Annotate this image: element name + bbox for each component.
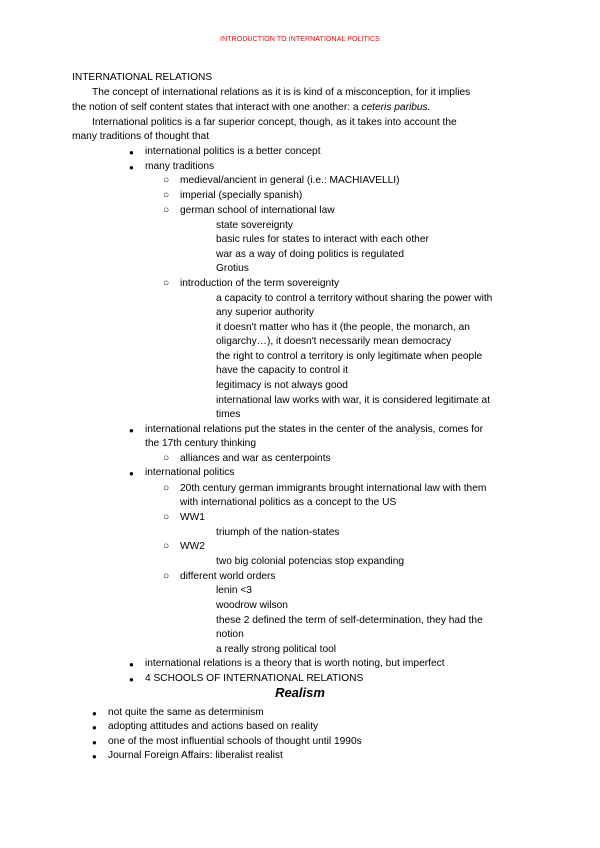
list-item: triumph of the nation-states [216,527,340,538]
list-item: times [216,409,241,420]
list-item: two big colonial potencias stop expanding [216,556,405,567]
page-header: INTRODUCTION TO INTERNATIONAL POLITICS [220,36,380,43]
list-item: a really strong political tool [216,644,337,655]
sub-bullet-icon: ○ [163,453,170,464]
list-item: medieval/ancient in general (i.e.: MACHIAVELLI) [180,175,400,186]
list-item: war as a way of doing politics is regulated [216,249,405,260]
bullet-icon: ● [129,163,134,172]
bullet-icon: ● [92,738,97,747]
list-item: international law works with war, it is considered legitimate at [216,395,491,406]
list-item: introduction of the term sovereignty [180,278,340,289]
list-item: adopting attitudes and actions based on reality [108,721,319,732]
sub-bullet-icon: ○ [163,571,170,582]
sub-bullet-icon: ○ [163,278,170,289]
list-item: 4 SCHOOLS OF INTERNATIONAL RELATIONS [145,673,364,684]
intro-paragraph-1-line-2 [72,101,431,115]
list-item: it doesn't matter who has it (the people, the monarch, an [216,322,470,333]
list-item: the 17th century thinking [145,438,257,449]
sub-bullet-icon: ○ [163,190,170,201]
list-item: WW1 [180,512,205,523]
list-item: Journal Foreign Affairs: liberalist realist [108,750,283,761]
list-item: any superior authority [216,307,314,318]
list-item: international politics is a better concept [145,146,321,157]
bullet-icon: ● [129,469,134,478]
list-item: different world orders [180,571,276,582]
list-item: a capacity to control a territory without sharing the power with [216,293,493,304]
list-item: one of the most influential schools of thought until 1990s [108,736,362,747]
bullet-icon: ● [129,660,134,669]
list-item: 20th century german immigrants brought international law with them [180,483,487,494]
section-title-realism: Realism [275,685,325,700]
list-item: woodrow wilson [216,600,288,611]
list-item: these 2 defined the term of self-determination, they had the [216,615,483,626]
intro-paragraph-2-line-1: International politics is a far superior concept, though, as it takes into account the [92,117,457,128]
sub-bullet-icon: ○ [163,512,170,523]
list-item: many traditions [145,161,215,172]
intro-text: the notion of self content states that interact with one another: a [72,102,362,113]
bullet-icon: ● [129,675,134,684]
list-item: german school of international law [180,205,335,216]
intro-paragraph-1-line-1: The concept of international relations as it is is kind of a misconception, for it implies [92,87,471,98]
bullet-icon: ● [92,723,97,732]
intro-paragraph-2-line-2: many traditions of thought that [72,131,210,142]
list-item: Grotius [216,263,249,274]
sub-bullet-icon: ○ [163,483,170,494]
section-heading: INTERNATIONAL RELATIONS [72,72,213,83]
bullet-icon: ● [129,148,134,157]
list-item: lenin <3 [216,585,252,596]
list-item: oligarchy…), it doesn't necessarily mean democracy [216,336,452,347]
bullet-icon: ● [129,426,134,435]
list-item: with international politics as a concept to the US [180,497,397,508]
list-item: the right to control a territory is only legitimate when people [216,351,483,362]
list-item: have the capacity to control it [216,365,348,376]
list-item: alliances and war as centerpoints [180,453,331,464]
list-item: international relations put the states in the center of the analysis, comes for [145,424,484,435]
bullet-icon: ● [92,709,97,718]
list-item: not quite the same as determinism [108,707,264,718]
bullet-icon: ● [92,752,97,761]
list-item: basic rules for states to interact with each other [216,234,429,245]
sub-bullet-icon: ○ [163,205,170,216]
sub-bullet-icon: ○ [163,541,170,552]
intro-italic-term: ceteris paribus. [361,102,431,113]
list-item: legitimacy is not always good [216,380,348,391]
list-item: international relations is a theory that is worth noting, but imperfect [145,658,445,669]
list-item: state sovereignty [216,220,294,231]
sub-bullet-icon: ○ [163,175,170,186]
list-item: notion [216,629,244,640]
list-item: international politics [145,467,235,478]
list-item: WW2 [180,541,205,552]
list-item: imperial (specially spanish) [180,190,303,201]
